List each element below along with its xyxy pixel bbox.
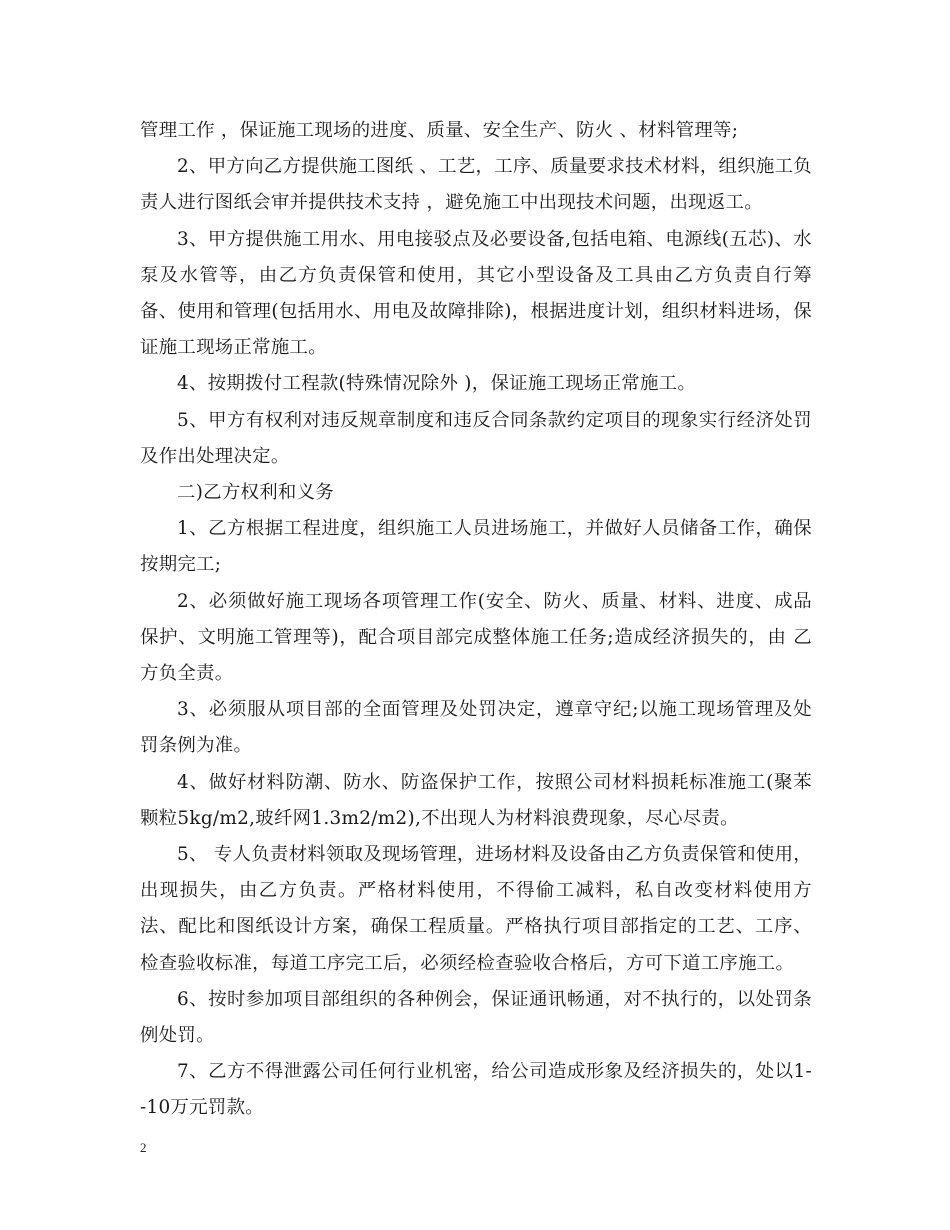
- document-body: [140, 113, 812, 1127]
- paragraph: 4、做好材料防潮、防水、防盗保护工作，按照公司材料损耗标准施工(聚苯颗粒5kg/m2,玻纤网1.3m2/m2),不出现人为材料浪费现象，尽心尽责。: [140, 771, 812, 829]
- page-number: 2: [140, 1140, 147, 1155]
- paragraph: 4、按期拨付工程款(特殊情况除外 )，保证施工现场正常施工。: [177, 373, 697, 395]
- paragraph: 7、乙方不得泄露公司任何行业机密，给公司造成形象及经济损失的，处以1--10万元罚款。: [140, 1061, 812, 1119]
- paragraph: 2、甲方向乙方提供施工图纸 、工艺，工序、质量要求技术材料，组织施工负责人进行图纸会审并提供技术支持 ，避免施工中出现技术问题，出现返工。: [140, 156, 812, 214]
- paragraph: 管理工作 ，保证施工现场的进度、质量、安全生产、防火 、材料管理等;: [140, 120, 739, 141]
- section-heading: 二)乙方权利和义务: [177, 482, 334, 504]
- paragraph: 1、乙方根据工程进度，组织施工人员进场施工，并做好人员储备工作，确保按期完工;: [140, 518, 812, 576]
- paragraph: 6、按时参加项目部组织的各种例会，保证通讯畅通，对不执行的，以处罚条例处罚。: [140, 988, 812, 1047]
- paragraph: 3、必须服从项目部的全面管理及处罚决定，遵章守纪;以施工现场管理及处罚条例为准。: [140, 699, 812, 757]
- paragraph: 2、必须做好施工现场各项管理工作(安全、防火、质量、材料、进度、成品保护、文明施工管理等)，配合项目部完成整体施工任务;造成经济损失的，由 乙方负全责。: [140, 590, 812, 685]
- paragraph: 3、甲方提供施工用水、用电接驳点及必要设备,包括电箱、电源线(五芯)、水泵及水管等，由乙方负责保管和使用，其它小型设备及工具由乙方负责自行筹备、使用和管理(包括用水、用电及故障排除)，根据进度计划，组织材料进场，保证施工现场正常施工。: [140, 228, 812, 359]
- paragraph: 5、 专人负责材料领取及现场管理，进场材料及设备由乙方负责保管和使用，出现损失，由乙方负责。严格材料使用，不得偷工减料，私自改变材料使用方法、配比和图纸设计方案，确保工程质量。严格执行项目部指定的工艺、工序、检查验收标准，每道工序完工后，必须经检查验收合格后，方可下道工序施工。: [140, 844, 812, 974]
- paragraph: 5、甲方有权利对违反规章制度和违反合同条款约定项目的现象实行经济处罚及作出处理决定。: [140, 409, 812, 467]
